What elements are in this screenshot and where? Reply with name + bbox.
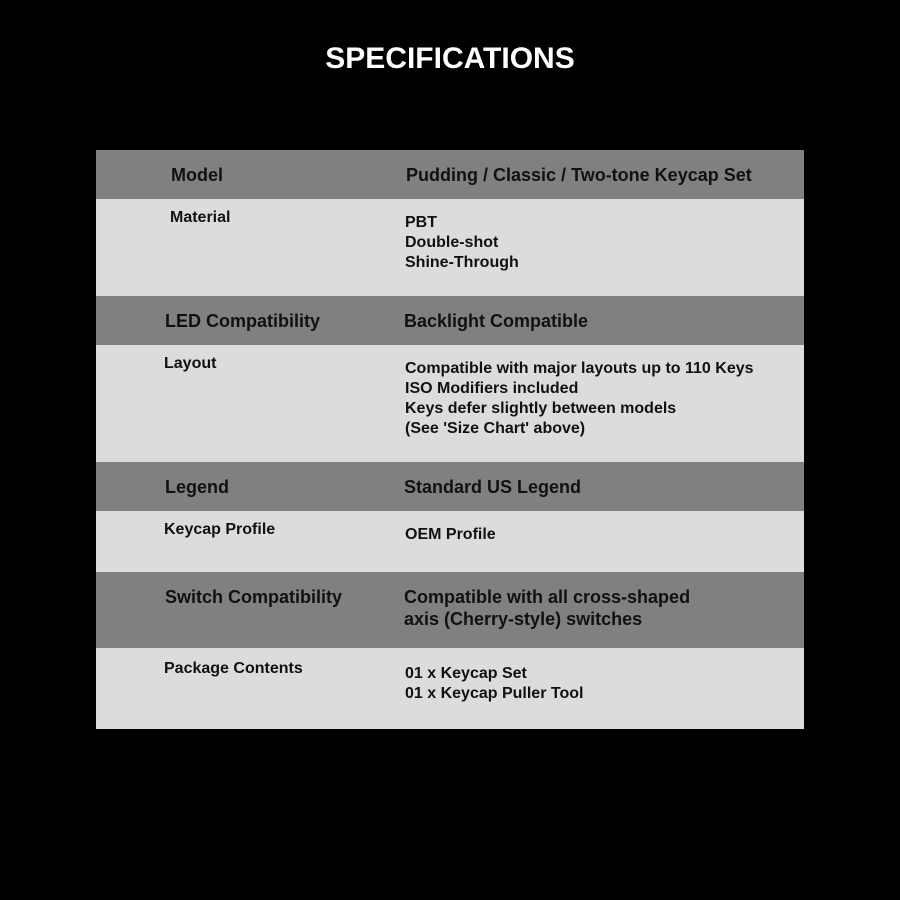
spec-value (405, 359, 754, 439)
spec-row-model (96, 150, 804, 199)
spec-value-line: Compatible with all cross-shaped (404, 587, 691, 607)
spec-value-line: Backlight Compatible (404, 311, 589, 331)
spec-label: LED Compatibility (165, 311, 321, 331)
spec-label: Keycap Profile (164, 521, 276, 538)
spec-value-line: (See 'Size Chart' above) (405, 420, 586, 437)
spec-row-led-compatibility (96, 296, 804, 345)
spec-label: Material (170, 209, 231, 226)
spec-value (404, 476, 581, 498)
spec-value-line: Keys defer slightly between models (405, 400, 677, 417)
spec-value (405, 213, 519, 273)
spec-value (405, 664, 583, 704)
spec-value-line: Pudding / Classic / Two-tone Keycap Set (406, 165, 752, 185)
spec-value-line: OEM Profile (405, 526, 496, 543)
spec-label: Model (171, 165, 223, 185)
spec-table (96, 150, 804, 729)
spec-label: Switch Compatibility (165, 587, 343, 607)
page-title: SPECIFICATIONS (325, 42, 575, 75)
spec-value (405, 525, 496, 545)
spec-label: Legend (165, 477, 230, 497)
spec-label: Layout (164, 355, 217, 372)
spec-value (406, 164, 752, 186)
spec-label: Package Contents (164, 660, 303, 677)
spec-row-material (96, 199, 804, 296)
spec-value-line: axis (Cherry-style) switches (404, 609, 643, 629)
spec-value (404, 310, 588, 332)
spec-value-line: ISO Modifiers included (405, 380, 579, 397)
spec-value-line: Double-shot (405, 234, 499, 251)
spec-value-line: Standard US Legend (404, 477, 582, 497)
spec-row-package-contents (96, 648, 804, 729)
spec-row-keycap-profile (96, 511, 804, 572)
spec-row-switch-compatibility (96, 572, 804, 648)
spec-row-layout (96, 345, 804, 462)
spec-value (404, 586, 690, 630)
spec-value-line: 01 x Keycap Set (405, 665, 527, 682)
spec-value-line: PBT (405, 214, 437, 231)
spec-row-legend (96, 462, 804, 511)
spec-value-line: Compatible with major layouts up to 110 Keys (405, 360, 754, 377)
spec-value-line: Shine-Through (405, 254, 519, 271)
spec-value-line: 01 x Keycap Puller Tool (405, 685, 584, 702)
